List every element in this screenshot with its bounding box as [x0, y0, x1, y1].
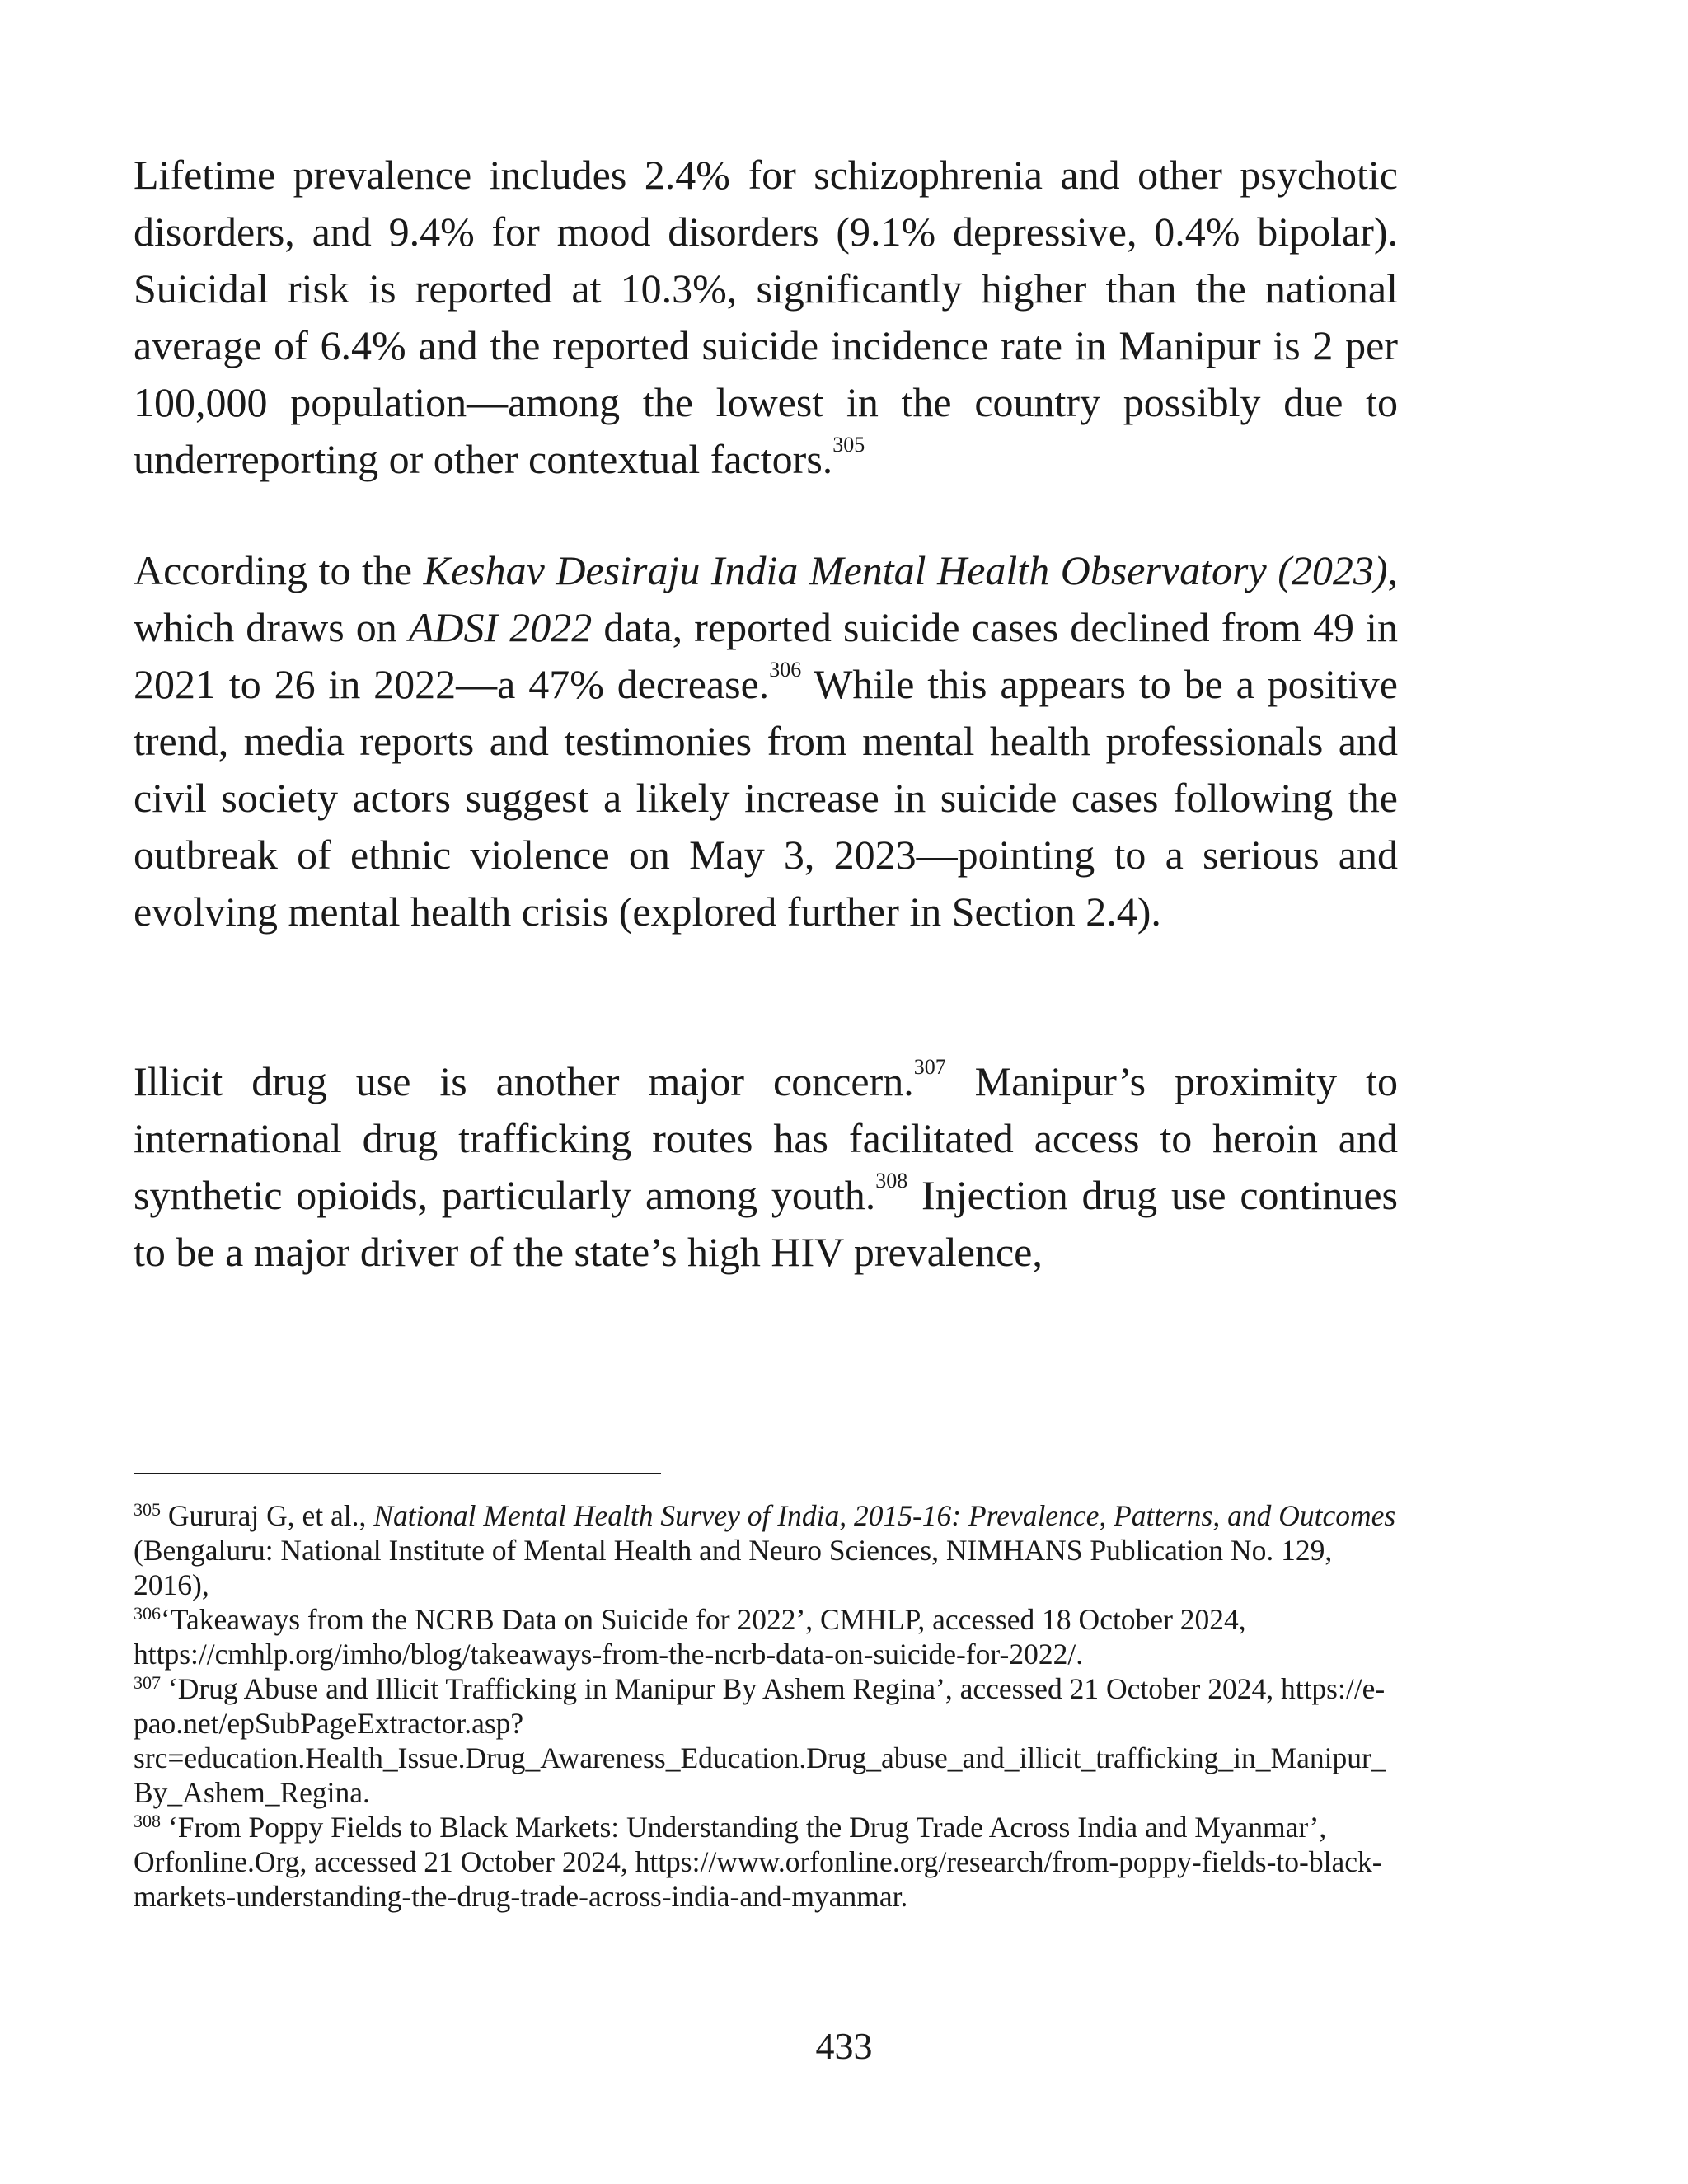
footnote-305: [134, 1498, 1403, 1602]
paragraph-text: Illicit drug use is another major concern.: [134, 1058, 914, 1104]
footnote-text[interactable]: ‘Drug Abuse and Illicit Trafficking in Manipur By Ashem Regina’, accessed 21 October 2024, https://e-pao.net/epSubPageExtractor.asp?src=education.Health_Issue.Drug_Awareness_Education.Drug_abuse_and_illicit_trafficking_in_Manipur_By_Ashem_Regina.: [134, 1672, 1386, 1809]
page-number: 433: [815, 2025, 873, 2067]
footnote-separator: [134, 1473, 661, 1474]
paragraph-suicide-cases: [134, 542, 1398, 940]
footnote-308: [134, 1810, 1403, 1914]
footnote-number: 307: [134, 1672, 161, 1693]
footnote-ref-308[interactable]: 308: [875, 1169, 908, 1193]
footnote-ref-307[interactable]: 307: [913, 1055, 946, 1079]
footnote-ref-305[interactable]: 305: [832, 433, 865, 457]
footnote-number: 305: [134, 1499, 161, 1520]
footnote-title: National Mental Health Survey of India, 2015-16: Prevalence, Patterns, and Outcomes: [373, 1499, 1396, 1532]
paragraph-illicit-drug-use: [134, 1053, 1398, 1281]
footnote-text: Gururaj G, et al.,: [161, 1499, 374, 1532]
footnote-306: [134, 1602, 1403, 1671]
paragraph-text-rest: While this appears to be a positive trend, media reports and testimonies from mental health professionals and civil society actors suggest a likely increase in suicide cases following the outbreak of ethnic violence on May 3, 2023—pointing to a serious and evolving mental health crisis (explored further in Section 2.4).: [134, 661, 1398, 935]
paragraph-text: Lifetime prevalence includes 2.4% for schizophrenia and other psychotic disorders, and 9.4% for mood disorders (9.1% depressive, 0.4% bipolar). Suicidal risk is reported at 10.3%, significantly higher than the national average of 6.4% and the reported suicide incidence rate in Manipur is 2 per 100,000 population—among the lowest in the country possibly due to underreporting or other contextual factors.: [134, 152, 1398, 482]
footnote-number: 308: [134, 1811, 161, 1831]
footnote-text[interactable]: ‘Takeaways from the NCRB Data on Suicide for 2022’, CMHLP, accessed 18 October 2024, https://cmhlp.org/imho/blog/takeaways-from-the-ncrb-data-on-suicide-for-2022/.: [134, 1603, 1246, 1671]
footnote-307: [134, 1671, 1403, 1810]
footnote-text: (Bengaluru: National Institute of Mental Health and Neuro Sciences, NIMHANS Publication No. 129, 2016),: [134, 1534, 1333, 1601]
paragraph-mental-health-prevalence: [134, 147, 1398, 488]
footnotes-section: [134, 1498, 1403, 1914]
data-source-title: ADSI 2022: [408, 604, 593, 650]
source-title: Keshav Desiraju India Mental Health Observatory (2023): [423, 547, 1388, 593]
paragraph-text-intro: According to the: [134, 547, 424, 593]
paragraph-text-mid: data, reported suicide cases declined from 49 in 2021 to 26 in 2022—a 47% decrease.: [134, 604, 1398, 707]
footnote-ref-306[interactable]: 306: [769, 658, 802, 682]
paragraph-text: Injection drug use continues to be a major driver of the state’s high HIV prevalence,: [134, 1172, 1398, 1275]
footnote-text[interactable]: ‘From Poppy Fields to Black Markets: Understanding the Drug Trade Across India and Myanmar’, Orfonline.Org, accessed 21 October 2024, https://www.orfonline.org/research/from-poppy-fields-to-black-markets-understanding-the-drug-trade-across-india-and-myanmar.: [134, 1811, 1382, 1913]
footnote-number: 306: [134, 1603, 161, 1624]
paragraph-text: Manipur’s proximity to international drug trafficking routes has facilitated access to heroin and synthetic opioids, particularly among youth.: [134, 1058, 1398, 1218]
paragraph-text-mid: , which draws on: [134, 547, 1398, 650]
